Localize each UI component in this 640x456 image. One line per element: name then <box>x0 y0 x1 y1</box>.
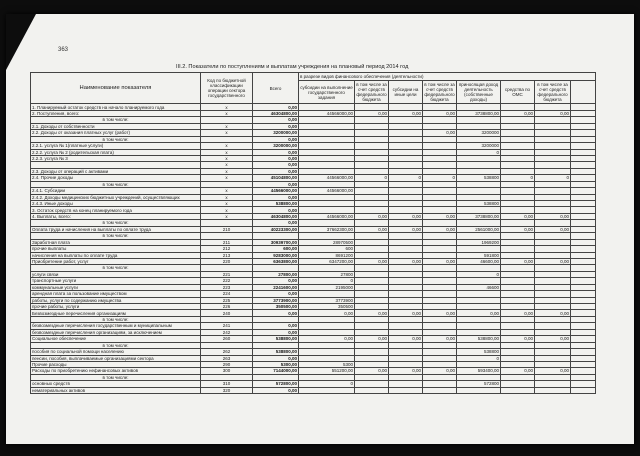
row-code: x <box>201 110 253 116</box>
row-name: Заработная плата <box>31 239 201 245</box>
row-code: x <box>201 201 253 207</box>
row-value <box>389 387 423 393</box>
row-value: 44566000,00 <box>299 110 355 116</box>
row-code: 223 <box>201 284 253 290</box>
row-value: 0 <box>299 278 355 284</box>
row-name: Оплата труда и начисления на выплаты по оплате труда <box>31 226 201 232</box>
row-name: 2.2.1. услуга № 1(платные услуги) <box>31 143 201 149</box>
row-name: работы, услуги по содержанию имущества <box>31 297 201 303</box>
table-row <box>31 387 596 393</box>
row-value <box>535 387 571 393</box>
row-value: 0,00 <box>501 310 535 316</box>
row-total: 0,00 <box>253 220 299 226</box>
row-value: 0 <box>457 149 501 155</box>
row-value: 0 <box>501 175 535 181</box>
row-total: 0,00 <box>253 123 299 129</box>
row-value <box>423 387 457 393</box>
row-name: прочие выплаты <box>31 246 201 252</box>
row-value: 44566000,00 <box>299 188 355 194</box>
header-code: Код по бюджетной классификации операции сектора государственного <box>201 73 253 104</box>
row-code: 224 <box>201 291 253 297</box>
row-total: 538800,00 <box>253 201 299 207</box>
row-name: прочие работы, услуги <box>31 304 201 310</box>
row-value: 538800 <box>457 175 501 181</box>
row-code: x <box>201 168 253 174</box>
row-value: 538800 <box>457 349 501 355</box>
row-value: 44566000,00 <box>299 213 355 219</box>
row-total: 0,00 <box>253 181 299 187</box>
row-value: 350500 <box>299 304 355 310</box>
row-value <box>355 387 389 393</box>
row-value: 593400,00 <box>457 368 501 374</box>
row-name: 2.4.3. Иные доходы <box>31 201 201 207</box>
row-name: в том числе: <box>31 374 201 380</box>
row-name: безвозмездные перечисления организациям, за исключением <box>31 329 201 335</box>
row-value: 600 <box>299 246 355 252</box>
row-name: пособия по социальной помощи населению <box>31 349 201 355</box>
row-value: 0 <box>355 175 389 181</box>
row-total: 45104800,00 <box>253 175 299 181</box>
row-code: x <box>201 123 253 129</box>
row-value: 0 <box>535 175 571 181</box>
row-value: 0,00 <box>501 336 535 342</box>
row-value <box>457 387 501 393</box>
row-value: 538800,00 <box>457 336 501 342</box>
row-name: Приобретение работ, услуг <box>31 258 201 264</box>
row-value: 538800 <box>457 201 501 207</box>
row-total: 3200000,00 <box>253 143 299 149</box>
row-name: 2. Поступления, всего: <box>31 110 201 116</box>
row-value: 0,00 <box>535 226 571 232</box>
row-value: 0,00 <box>299 336 355 342</box>
row-code: 240 <box>201 310 253 316</box>
table-body <box>31 104 596 394</box>
row-value: 0,00 <box>389 258 423 264</box>
row-value: 0 <box>457 355 501 361</box>
row-value: 0,00 <box>457 310 501 316</box>
row-total: 2241600,00 <box>253 284 299 290</box>
row-name: 2.2.2. услуга № 2 (родительская плата) <box>31 149 201 155</box>
row-value: 0,00 <box>389 310 423 316</box>
header-empty <box>571 81 596 104</box>
row-name: 1. Планируемый остаток средств на начало планируемого года <box>31 104 201 110</box>
row-name: Расходы по приобретению нефинансовых активов <box>31 368 201 374</box>
row-name: 2.1. Доходы от собственности <box>31 123 201 129</box>
row-code: 213 <box>201 252 253 258</box>
row-name: 2.4. Прочие доходы <box>31 175 201 181</box>
row-value: 0,00 <box>501 258 535 264</box>
row-total: 0,00 <box>253 104 299 110</box>
row-value: 3738800,00 <box>457 110 501 116</box>
row-code: 225 <box>201 297 253 303</box>
row-total: 46304800,00 <box>253 213 299 219</box>
row-value: 0,00 <box>535 336 571 342</box>
row-name: в том числе: <box>31 265 201 271</box>
row-value: 1969200 <box>457 239 501 245</box>
row-code: x <box>201 130 253 136</box>
row-name: начисления на выплаты по оплате труда <box>31 252 201 258</box>
row-total: 350500,00 <box>253 304 299 310</box>
row-value: 0,00 <box>501 226 535 232</box>
header-sub: приносящая доход деятельность (собственные доходы) <box>457 81 501 104</box>
row-value: 0,00 <box>423 258 457 264</box>
row-value: 0,00 <box>389 110 423 116</box>
row-code: 320 <box>201 387 253 393</box>
row-value: 0 <box>389 175 423 181</box>
row-value: 0,00 <box>423 213 457 219</box>
row-code: x <box>201 155 253 161</box>
row-value: 0 <box>423 175 457 181</box>
row-total: 0,00 <box>253 136 299 142</box>
row-value: 27800 <box>299 271 355 277</box>
row-code: 262 <box>201 349 253 355</box>
row-total: 0,00 <box>253 162 299 168</box>
row-total: 7144000,00 <box>253 368 299 374</box>
row-code: 242 <box>201 329 253 335</box>
row-name: услуги связи <box>31 271 201 277</box>
row-value: 3200000 <box>457 143 501 149</box>
row-code: 211 <box>201 239 253 245</box>
row-name: Прочие расходы <box>31 361 201 367</box>
row-value: 0,00 <box>389 226 423 232</box>
row-total: 3200000,00 <box>253 130 299 136</box>
row-value: 0,00 <box>501 110 535 116</box>
row-value: 0,00 <box>535 258 571 264</box>
row-code: x <box>201 143 253 149</box>
row-name: безвозмездные перечисления государственным и муниципальным <box>31 323 201 329</box>
row-code: 226 <box>201 304 253 310</box>
row-value: 0,00 <box>423 110 457 116</box>
row-value: 0,00 <box>535 110 571 116</box>
row-value: 0 <box>457 271 501 277</box>
row-total: 0,00 <box>253 207 299 213</box>
row-value: 0,00 <box>355 336 389 342</box>
row-name: 2.3. Доходы от операций с активами <box>31 168 201 174</box>
header-total: Всего <box>253 73 299 104</box>
row-value: 551200,00 <box>299 368 355 374</box>
header-sub: в том числе за счет средств федерального бюджета <box>424 82 455 103</box>
row-value: 46600 <box>457 284 501 290</box>
row-name: 2.2.3. услуга № 3 <box>31 155 201 161</box>
header-sub: субсидии на выполнение государственного задания <box>299 81 355 104</box>
row-value: 2561000,00 <box>457 226 501 232</box>
row-code: 310 <box>201 381 253 387</box>
row-empty <box>571 387 596 393</box>
table-title: III.2. Показатели по поступлениям и выплатам учреждения на плановый период 2014 год <box>176 64 409 70</box>
row-value: 0,00 <box>535 213 571 219</box>
row-total: 0,00 <box>253 149 299 155</box>
row-name: в том числе: <box>31 136 201 142</box>
row-total: 0,00 <box>253 329 299 335</box>
row-name: 2.2. Доходы от оказания платных услуг (работ) <box>31 130 201 136</box>
row-value: 0,00 <box>423 310 457 316</box>
row-name: 2.4.1. Субсидии <box>31 188 201 194</box>
row-name: в том числе: <box>31 233 201 239</box>
row-code: x <box>201 194 253 200</box>
header-breakdown: в разрезе видов финансового обеспечения (деятельности) <box>299 73 596 81</box>
row-code: x <box>201 207 253 213</box>
row-total: 538800,00 <box>253 336 299 342</box>
row-value: 0,00 <box>423 336 457 342</box>
row-total: 6363800,00 <box>253 258 299 264</box>
row-value: 3773900 <box>299 297 355 303</box>
row-total: 44566000,00 <box>253 188 299 194</box>
row-total: 572800,00 <box>253 381 299 387</box>
row-value: 0,00 <box>501 213 535 219</box>
row-total: 0,00 <box>253 194 299 200</box>
row-name: Безвозмездные перечисления организациям <box>31 310 201 316</box>
row-name: нематериальных активов <box>31 387 201 393</box>
row-name: арендная плата за пользование имуществом <box>31 291 201 297</box>
row-value: 5300 <box>299 361 355 367</box>
row-value: 0,00 <box>355 213 389 219</box>
row-value: 0,00 <box>355 368 389 374</box>
row-name: 3. Остаток средств на конец планируемого года <box>31 207 201 213</box>
row-name: Социальное обеспечение <box>31 336 201 342</box>
row-value: 0,00 <box>423 368 457 374</box>
row-total: 538800,00 <box>253 349 299 355</box>
header-sub: средства по ОМС <box>501 81 535 104</box>
row-value: 37662300,00 <box>299 226 355 232</box>
row-code: 220 <box>201 258 253 264</box>
row-value: 0,00 <box>423 130 457 136</box>
row-code: 222 <box>201 278 253 284</box>
row-name: в том числе: <box>31 220 201 226</box>
row-total: 5300,00 <box>253 361 299 367</box>
row-value: 28970500 <box>299 239 355 245</box>
row-value: 3200000 <box>457 130 501 136</box>
row-value: 0,00 <box>355 258 389 264</box>
row-value: 0,00 <box>389 336 423 342</box>
row-total: 3773900,00 <box>253 297 299 303</box>
document-page <box>6 14 634 444</box>
row-code: 300 <box>201 368 253 374</box>
row-total: 9283000,00 <box>253 252 299 258</box>
row-value: 0 <box>299 381 355 387</box>
row-code: 221 <box>201 271 253 277</box>
row-code: x <box>201 175 253 181</box>
row-total: 0,00 <box>253 310 299 316</box>
row-value: 0,00 <box>423 226 457 232</box>
row-name: в том числе: <box>31 316 201 322</box>
header-sub: субсидии на иные цели <box>389 81 423 104</box>
row-code: 260 <box>201 336 253 342</box>
row-name: транспортные услуги <box>31 278 201 284</box>
row-name: в том числе: <box>31 117 201 123</box>
row-total: 40223300,00 <box>253 226 299 232</box>
header-sub: в том числе за счет средств федерального бюджета <box>356 82 387 103</box>
row-code: x <box>201 104 253 110</box>
row-code: x <box>201 213 253 219</box>
row-total: 0,00 <box>253 291 299 297</box>
header-sub: в том числе за счет средств федерального бюджета <box>535 81 571 104</box>
row-name: 4. Выплаты, всего: <box>31 213 201 219</box>
row-total: 0,00 <box>253 323 299 329</box>
row-code: x <box>201 162 253 168</box>
row-total: 0,00 <box>253 155 299 161</box>
row-code: 263 <box>201 355 253 361</box>
row-value: 0,00 <box>501 368 535 374</box>
row-code: 212 <box>201 246 253 252</box>
row-total: 0,00 <box>253 278 299 284</box>
row-total: 0,00 <box>253 387 299 393</box>
row-value: 0,00 <box>389 368 423 374</box>
row-total: 46304800,00 <box>253 110 299 116</box>
row-value: 8691200 <box>299 252 355 258</box>
row-total: 0,00 <box>253 355 299 361</box>
row-value: 0,00 <box>299 310 355 316</box>
row-code: 290 <box>201 361 253 367</box>
row-value: 0,00 <box>355 310 389 316</box>
row-total: 30939700,00 <box>253 239 299 245</box>
row-value: 0,00 <box>355 110 389 116</box>
row-name: коммунальные услуги <box>31 284 201 290</box>
row-value: 0,00 <box>389 213 423 219</box>
row-total: 27800,00 <box>253 271 299 277</box>
row-name: основных средств <box>31 381 201 387</box>
indicators-table <box>30 72 596 394</box>
row-code: x <box>201 149 253 155</box>
row-code: 241 <box>201 323 253 329</box>
row-value: 0,00 <box>355 226 389 232</box>
row-value: 572800 <box>457 381 501 387</box>
row-total: 0,00 <box>253 168 299 174</box>
row-value: 0,00 <box>535 368 571 374</box>
row-value: 44566000,00 <box>299 175 355 181</box>
row-value <box>501 387 535 393</box>
row-value: 591800 <box>457 252 501 258</box>
row-name: в том числе: <box>31 181 201 187</box>
row-value: 2195000 <box>299 284 355 290</box>
page-number: 363 <box>58 47 69 53</box>
row-name: в том числе: <box>31 342 201 348</box>
row-value: 46600,00 <box>457 258 501 264</box>
row-value: 0,00 <box>535 310 571 316</box>
row-code: 210 <box>201 226 253 232</box>
row-name: 2.4.2. Доходы медицинских бюджетных учреждений, осуществляющих <box>31 194 201 200</box>
row-total: 0,00 <box>253 117 299 123</box>
header-name: Наименование показателя <box>31 73 201 104</box>
row-value <box>299 387 355 393</box>
row-name: пенсии, пособия, выплачиваемые организациями сектора <box>31 355 201 361</box>
row-code: x <box>201 188 253 194</box>
row-value: 6347200,00 <box>299 258 355 264</box>
row-total: 600,00 <box>253 246 299 252</box>
row-value: 3738800,00 <box>457 213 501 219</box>
